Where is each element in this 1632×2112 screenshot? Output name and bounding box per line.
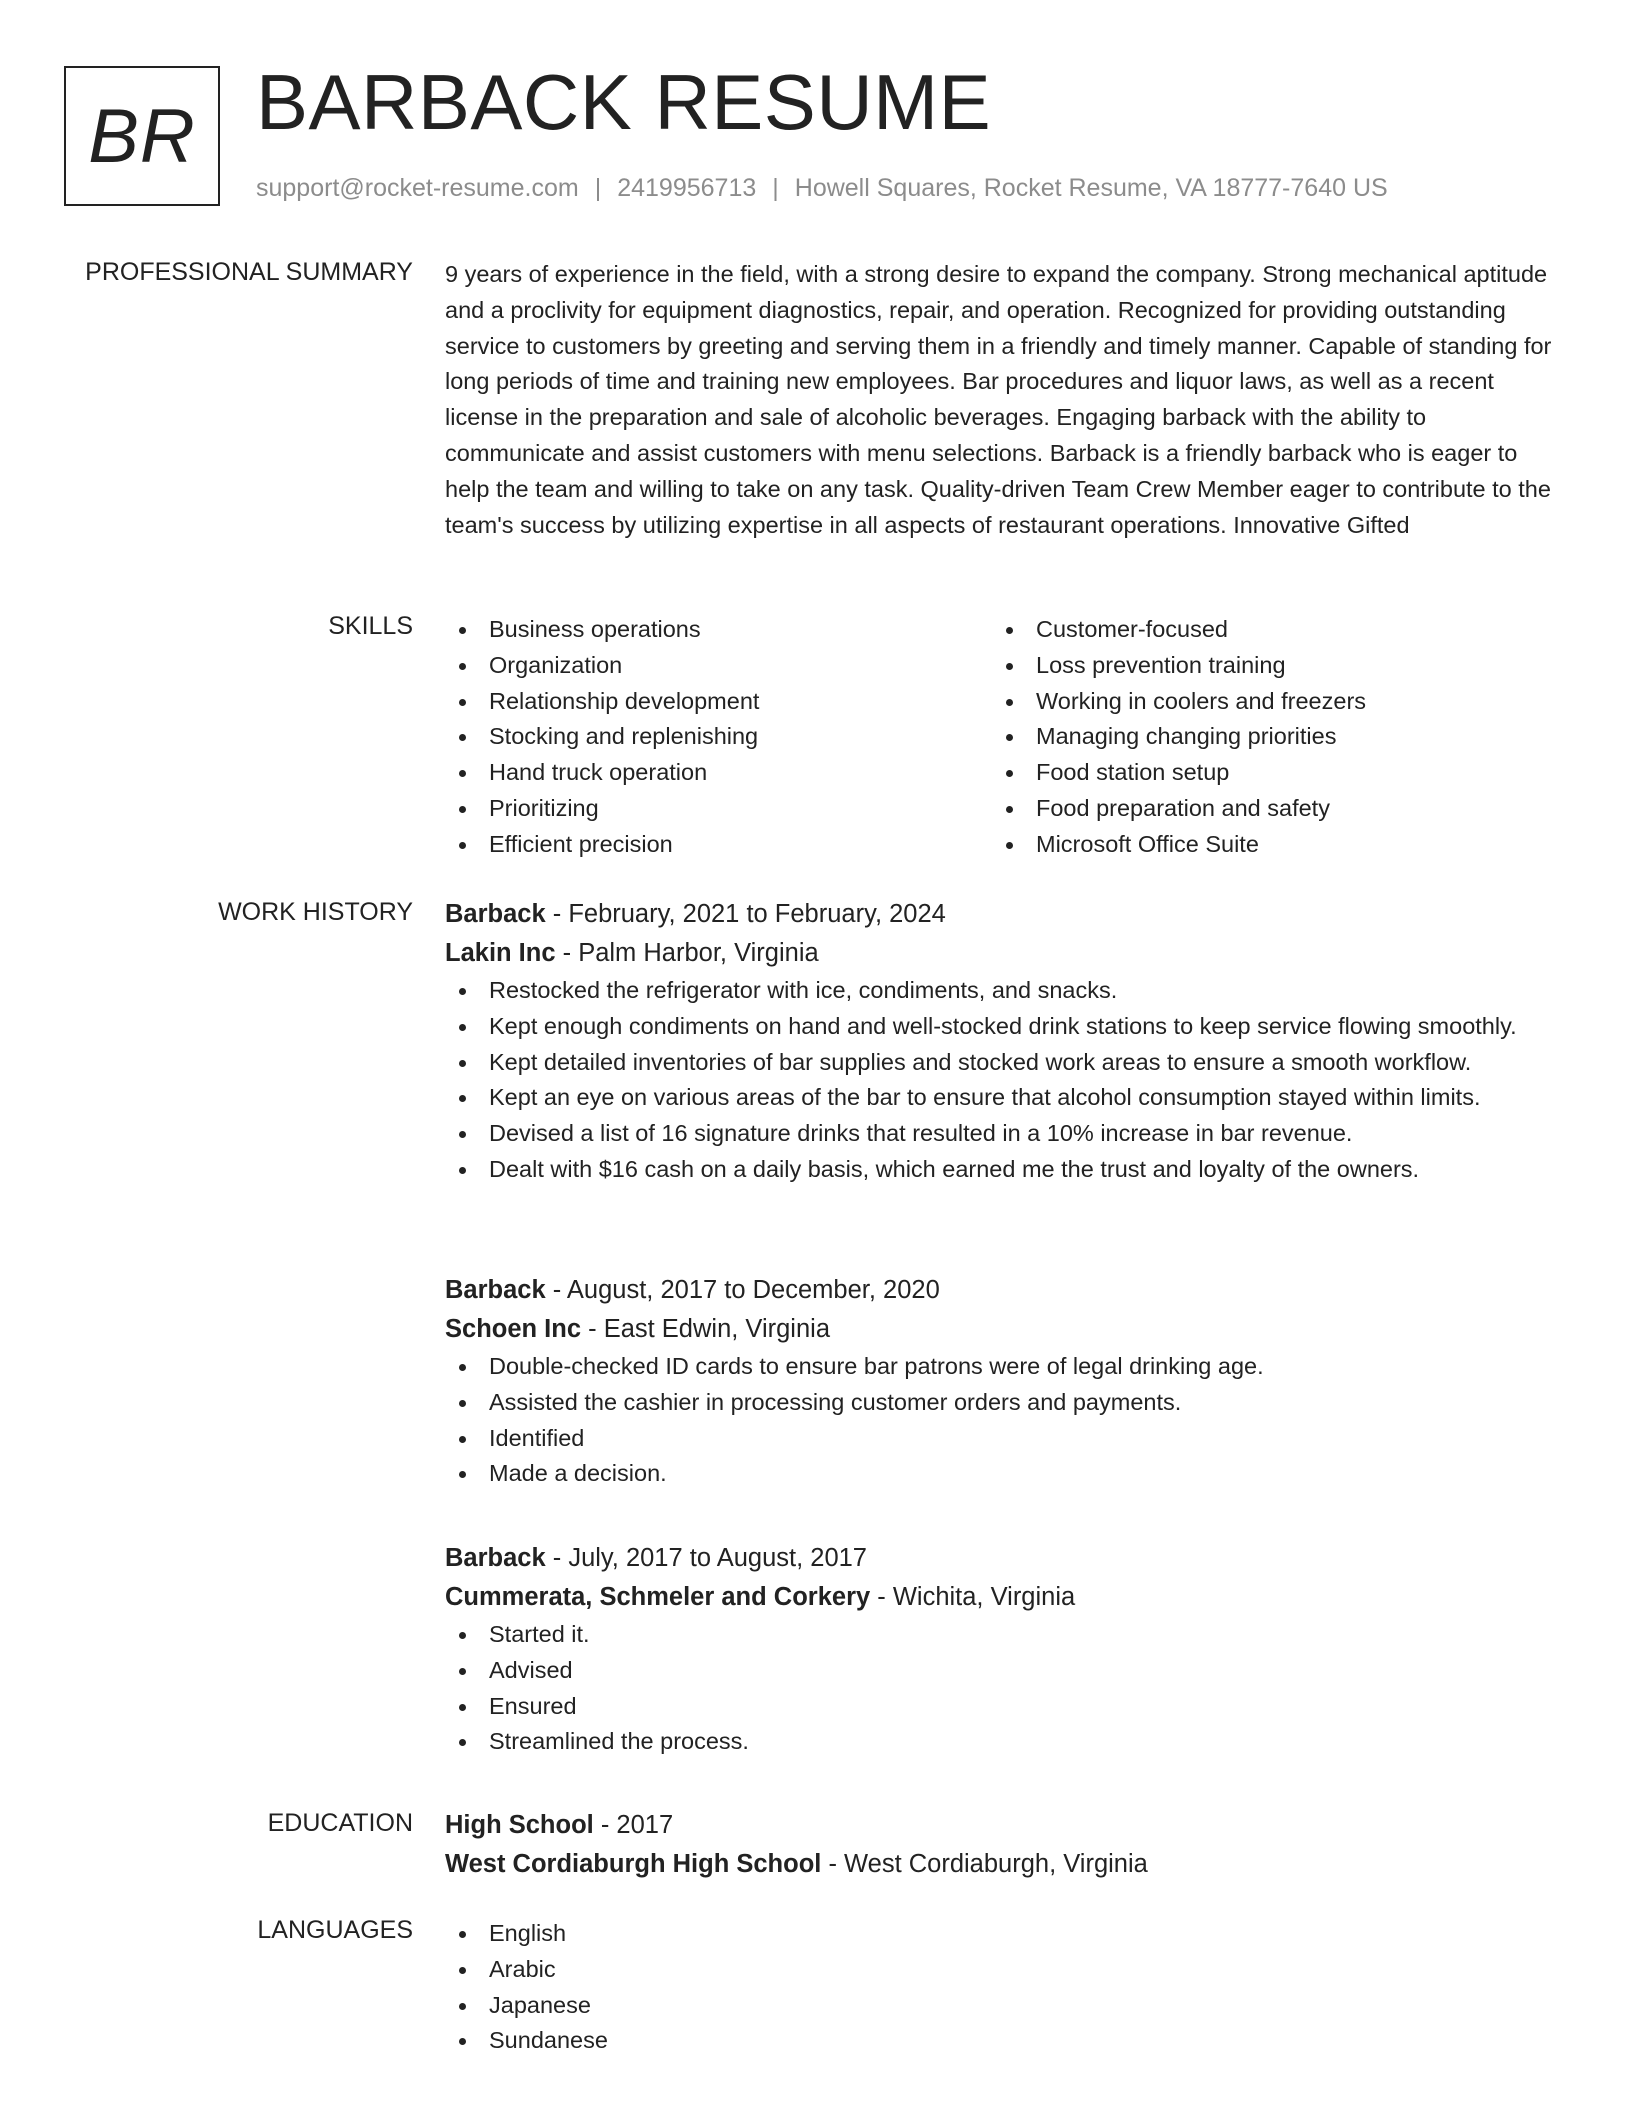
contact-separator: | (594, 174, 602, 202)
contact-separator: | (772, 174, 779, 202)
skill-item: Relationship development (445, 684, 992, 720)
skill-item: Business operations (445, 612, 992, 648)
skill-item: Microsoft Office Suite (992, 827, 1539, 863)
contact-line (256, 174, 1388, 203)
job-title-line (445, 1539, 1565, 1578)
section-label-languages: LANGUAGES (257, 1916, 413, 1944)
section-label-work-history: WORK HISTORY (218, 898, 413, 926)
skill-item: Customer-focused (992, 612, 1539, 648)
education-school-line (445, 1845, 1565, 1884)
monogram-initials: BR (88, 93, 196, 179)
job-duty: Dealt with $16 cash on a daily basis, which earned me the trust and loyalty of the owners. (445, 1152, 1565, 1188)
job-company: Lakin Inc (445, 939, 556, 967)
job-duty: Kept enough condiments on hand and well-stocked drink stations to keep service flowing smoothly. (445, 1009, 1565, 1045)
languages-list (445, 1916, 1565, 2059)
skill-item: Organization (445, 648, 992, 684)
job-company: Cummerata, Schmeler and Corkery (445, 1583, 871, 1611)
job-duties-list (445, 1617, 1565, 1760)
job-company-line (445, 934, 1565, 973)
education-school: West Cordiaburgh High School (445, 1850, 822, 1878)
job-duties-list (445, 973, 1565, 1188)
summary-text: 9 years of experience in the field, with a strong desire to expand the company. Strong mechanical aptitude and a proclivity for equipment diagnostics, repair, and operation. Recognized for providing outstanding service to customers by greeting and serving them in a friendly and timely manner. Capable of standing for long periods of time and training new employees. Bar procedures and liquor laws, as well as a recent license in the preparation and sale of alcoholic beverages. Engaging barback with the ability to communicate and assist customers with menu selections. Barback is a friendly barback who is eager to help the team and willing to take on any task. Quality-driven Team Crew Member eager to contribute to the team's success by utilizing expertise in all aspects of restaurant operations. Innovative Gifted (445, 261, 1552, 538)
job-duty: Kept an eye on various areas of the bar to ensure that alcohol consumption stayed within limits. (445, 1080, 1565, 1116)
job-company-line (445, 1310, 1565, 1349)
job-dates: - February, 2021 to February, 2024 (545, 900, 946, 928)
job-entry (445, 1271, 1565, 1492)
skill-item: Stocking and replenishing (445, 719, 992, 755)
skill-item: Food station setup (992, 755, 1539, 791)
job-title: Barback (445, 1544, 546, 1572)
job-duty: Restocked the refrigerator with ice, condiments, and snacks. (445, 973, 1565, 1009)
job-duty: Ensured (445, 1689, 1565, 1725)
skill-item: Efficient precision (445, 827, 992, 863)
job-dates: - July, 2017 to August, 2017 (545, 1544, 867, 1572)
education-degree: High School (445, 1811, 594, 1839)
job-duty: Identified (445, 1421, 1565, 1457)
job-duty: Streamlined the process. (445, 1724, 1565, 1760)
section-label-skills: SKILLS (328, 612, 413, 640)
section-label-summary: PROFESSIONAL SUMMARY (85, 258, 413, 286)
job-duties-list (445, 1349, 1565, 1492)
language-item: Sundanese (445, 2023, 1565, 2059)
job-duty: Advised (445, 1653, 1565, 1689)
monogram-badge (64, 66, 220, 206)
skill-item: Food preparation and safety (992, 791, 1539, 827)
job-dates: - August, 2017 to December, 2020 (545, 1276, 940, 1304)
job-entry (445, 895, 1565, 1188)
section-label-education: EDUCATION (267, 1809, 413, 1837)
job-location: - East Edwin, Virginia (581, 1315, 831, 1343)
skill-item: Working in coolers and freezers (992, 684, 1539, 720)
contact-address: Howell Squares, Rocket Resume, VA 18777-7640 US (794, 174, 1388, 202)
contact-email[interactable]: support@rocket-resume.com (256, 174, 579, 202)
job-entry (445, 1539, 1565, 1760)
job-title: Barback (445, 900, 546, 928)
job-duty: Made a decision. (445, 1456, 1565, 1492)
skill-item: Hand truck operation (445, 755, 992, 791)
language-item: English (445, 1916, 1565, 1952)
job-duty: Started it. (445, 1617, 1565, 1653)
language-item: Arabic (445, 1952, 1565, 1988)
skill-item: Managing changing priorities (992, 719, 1539, 755)
skills-list-left (445, 612, 992, 863)
education-degree-line (445, 1806, 1565, 1845)
skill-item: Prioritizing (445, 791, 992, 827)
skill-item: Loss prevention training (992, 648, 1539, 684)
skills-list-right (992, 612, 1539, 863)
job-location: - Palm Harbor, Virginia (555, 939, 819, 967)
job-company: Schoen Inc (445, 1315, 582, 1343)
language-item: Japanese (445, 1988, 1565, 2024)
job-location: - Wichita, Virginia (870, 1583, 1076, 1611)
job-title-line (445, 895, 1565, 934)
job-duty: Double-checked ID cards to ensure bar patrons were of legal drinking age. (445, 1349, 1565, 1385)
contact-phone[interactable]: 2419956713 (617, 174, 757, 202)
education-year: - 2017 (593, 1811, 674, 1839)
education-location: - West Cordiaburgh, Virginia (821, 1850, 1148, 1878)
job-duty: Kept detailed inventories of bar supplies and stocked work areas to ensure a smooth workflow. (445, 1045, 1565, 1081)
job-title: Barback (445, 1276, 546, 1304)
job-company-line (445, 1578, 1565, 1617)
job-duty: Assisted the cashier in processing customer orders and payments. (445, 1385, 1565, 1421)
job-duty: Devised a list of 16 signature drinks that resulted in a 10% increase in bar revenue. (445, 1116, 1565, 1152)
job-title-line (445, 1271, 1565, 1310)
resume-title: BARBACK RESUME (256, 58, 992, 146)
